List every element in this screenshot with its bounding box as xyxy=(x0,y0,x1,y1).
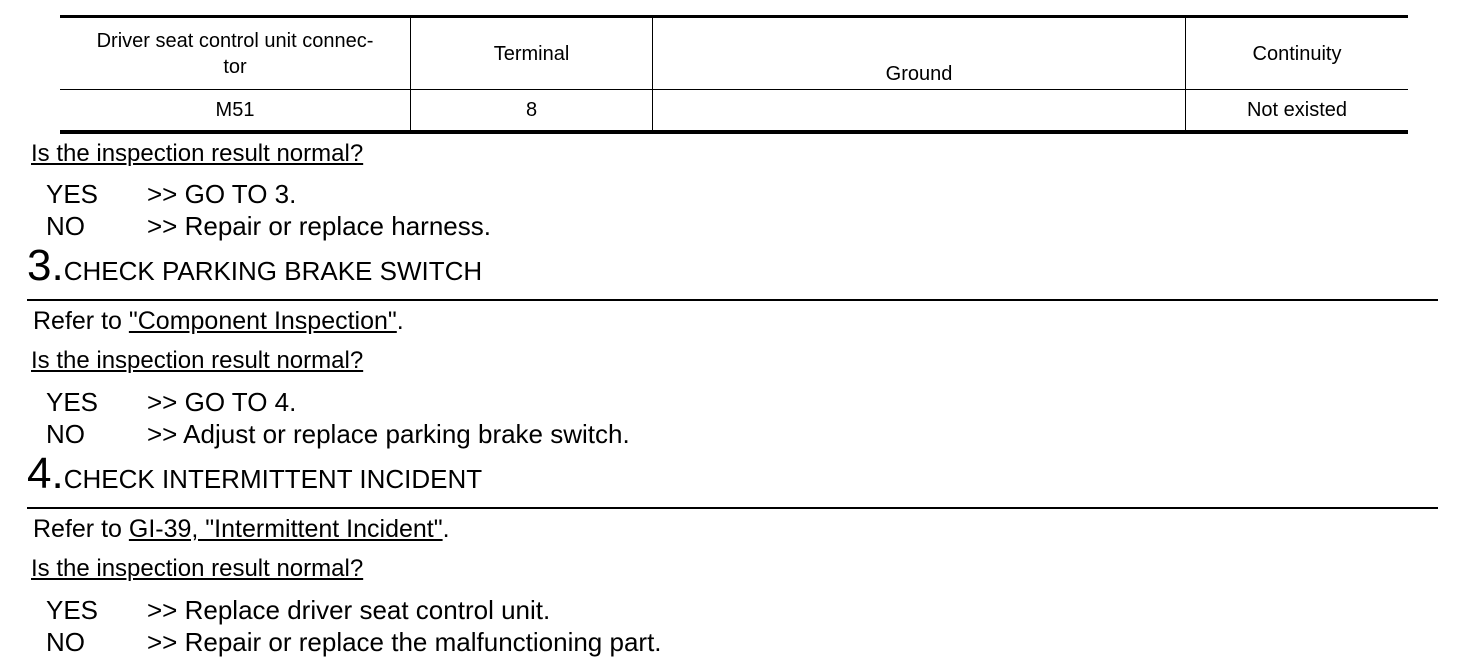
yes-action: >> GO TO 4. xyxy=(147,387,297,417)
no-label: NO xyxy=(46,211,85,241)
inspection-question: Is the inspection result normal? xyxy=(31,140,364,167)
no-action: >> Repair or replace harness. xyxy=(147,211,491,241)
refer-suffix: . xyxy=(442,515,450,543)
yes-label: YES xyxy=(46,387,99,417)
yes-action: >> Replace driver seat control unit. xyxy=(147,595,551,625)
cell-terminal: 8 xyxy=(525,99,538,121)
yes-label: YES xyxy=(46,595,99,625)
yes-action: >> GO TO 3. xyxy=(147,179,297,209)
refer-line xyxy=(33,515,450,544)
no-label: NO xyxy=(46,627,85,657)
intermittent-incident-link[interactable]: GI-39, "Intermittent Incident" xyxy=(128,515,443,543)
inspection-table xyxy=(60,15,1408,134)
step-3-heading xyxy=(27,241,482,291)
inspection-question: Is the inspection result normal? xyxy=(31,555,364,582)
cell-connector: M51 xyxy=(215,99,255,121)
component-inspection-link[interactable]: "Component Inspection" xyxy=(128,307,397,335)
refer-line xyxy=(33,307,404,336)
step-4-heading xyxy=(27,449,482,499)
step-title: CHECK PARKING BRAKE SWITCH xyxy=(63,256,483,286)
refer-prefix: Refer to xyxy=(33,515,129,543)
refer-suffix: . xyxy=(396,307,404,335)
step-number: 4. xyxy=(27,449,64,498)
no-action: >> Repair or replace the malfunctioning part. xyxy=(147,627,662,657)
table-bottom-border xyxy=(60,130,1408,134)
step-title: CHECK INTERMITTENT INCIDENT xyxy=(63,464,483,494)
step-divider xyxy=(27,299,1438,301)
inspection-question: Is the inspection result normal? xyxy=(31,347,364,374)
yes-label: YES xyxy=(46,179,99,209)
refer-prefix: Refer to xyxy=(33,307,129,335)
header-ground: Ground xyxy=(885,63,953,85)
no-label: NO xyxy=(46,419,85,449)
no-action: >> Adjust or replace parking brake switch. xyxy=(147,419,630,449)
step-divider xyxy=(27,507,1438,509)
header-terminal: Terminal xyxy=(493,42,570,65)
header-connector: Driver seat control unit connec- tor xyxy=(96,29,374,78)
header-continuity: Continuity xyxy=(1252,42,1342,65)
step-number: 3. xyxy=(27,241,64,290)
cell-continuity: Not existed xyxy=(1246,99,1348,121)
